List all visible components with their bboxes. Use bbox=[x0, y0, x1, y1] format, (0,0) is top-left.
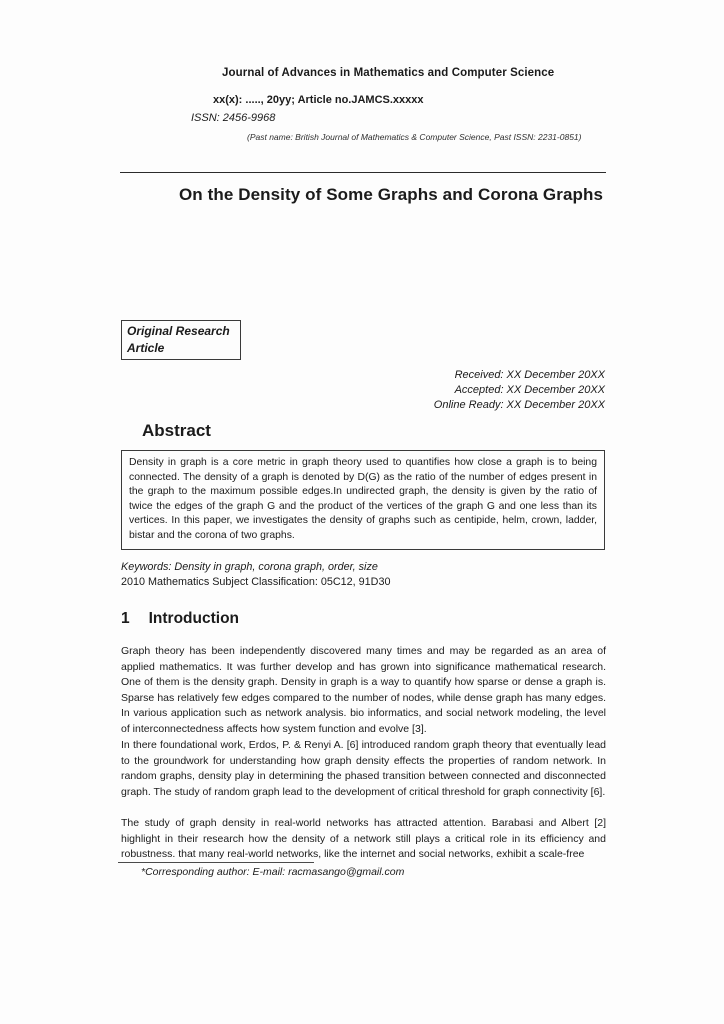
section-number: 1 bbox=[121, 610, 130, 627]
title-divider-rule bbox=[120, 172, 606, 173]
section-title: Introduction bbox=[148, 610, 240, 627]
article-type-box bbox=[121, 320, 241, 360]
classification-line: 2010 Mathematics Subject Classification: 05C12, 91D30 bbox=[121, 576, 391, 588]
keywords-line: Keywords: Density in graph, corona graph, order, size bbox=[121, 561, 378, 573]
accepted-date: Accepted: XX December 20XX bbox=[454, 383, 605, 396]
corresponding-author-footnote: *Corresponding author: E-mail: racmasango@gmail.com bbox=[141, 866, 405, 878]
abstract-box bbox=[121, 450, 605, 550]
journal-issue-line: xx(x): ....., 20yy; Article no.JAMCS.xxxxx bbox=[213, 94, 424, 106]
article-title: On the Density of Some Graphs and Corona Graphs bbox=[178, 185, 604, 204]
intro-paragraph-2: In there foundational work, Erdos, P. & Renyi A. [6] introduced random graph theory that eventually lead to the groundwork for understanding how graph density effects the properties of random network. In random graphs, density play in determining the phased transition between connected and disconnected graph. The study of random graph lead to the development of critical threshold for graph connectivity [6]. bbox=[121, 739, 606, 798]
online-ready-date: Online Ready: XX December 20XX bbox=[433, 398, 605, 411]
intro-paragraph-1: Graph theory has been independently discovered many times and may be regarded as an area of applied mathematics. It was further develop and has grown into significance mathematical research. One of them is the density graph. Density in graph is a way to quantify how sparse or dense a graph is. Sparse has relatively few edges compared to the number of nodes, while dense graph has many edges. In various application such as network analysis. bio informatics, and social network modeling, the level of interconnectedness affects how system function and evolve [3]. bbox=[121, 645, 606, 735]
received-date: Received: XX December 20XX bbox=[454, 369, 605, 381]
journal-issn-line: ISSN: 2456-9968 bbox=[191, 112, 276, 124]
intro-paragraph-3: The study of graph density in real-world networks has attracted attention. Barabasi and Albert [2] highlight in their research how the density of a network still plays a critical role in its efficiency and robustness. that many real-world networks, like the internet and social networks, exhibit a scale-free bbox=[121, 817, 606, 861]
section-heading-introduction bbox=[121, 610, 239, 628]
abstract-text: Density in graph is a core metric in graph theory used to quantifies how close a graph is to being connected. The density of a graph is denoted by D(G) as the ratio of the number of edges present in the graph to the maximum possible edges.In undirected graph, the density is given by the ratio of twice the edges of the graph G and the product of the vertices of the graph G and one less than its vertices. In this paper, we investigates the density of graphs such as centipide, helm, crown, ladder, bistar and the corona of two graphs. bbox=[129, 457, 597, 541]
article-type-label: Original Research Article bbox=[127, 324, 230, 355]
abstract-heading: Abstract bbox=[142, 421, 211, 440]
journal-name: Journal of Advances in Mathematics and Computer Science bbox=[222, 67, 555, 79]
article-dates-block bbox=[305, 368, 605, 412]
footnote-divider-rule bbox=[118, 862, 314, 863]
journal-past-name-line: (Past name: British Journal of Mathematics & Computer Science, Past ISSN: 2231-0851) bbox=[247, 132, 582, 142]
